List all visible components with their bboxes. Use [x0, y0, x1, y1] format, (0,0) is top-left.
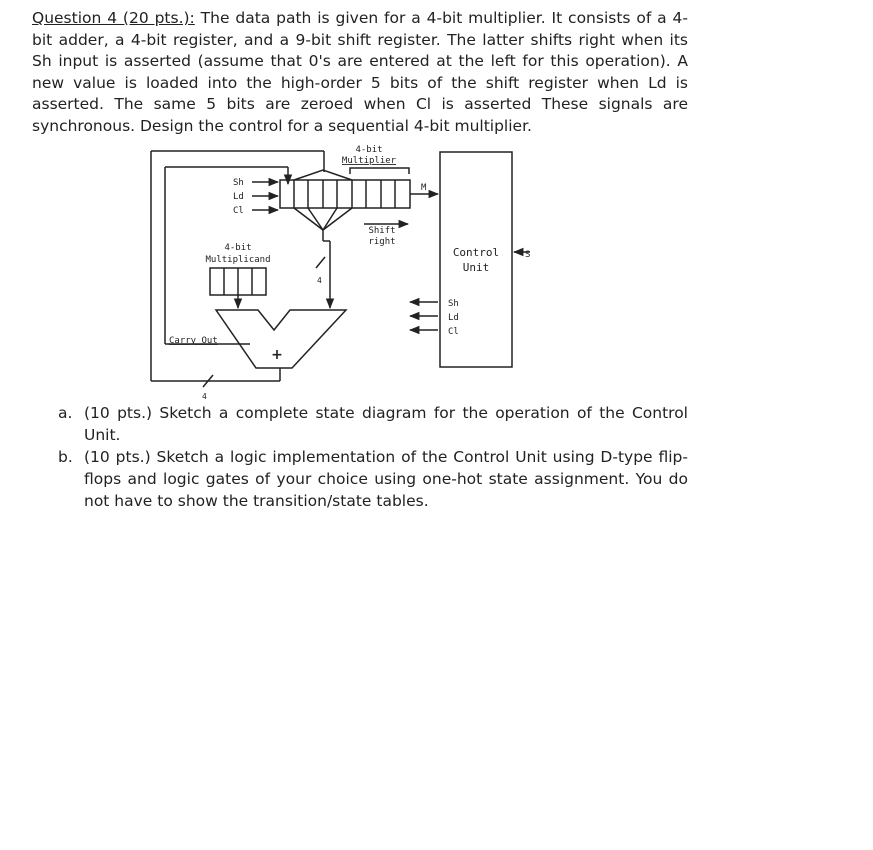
part-b-marker: b. — [58, 448, 73, 466]
control-unit-label-line2: Unit — [462, 261, 490, 274]
carry-out-label: Carry Out — [169, 336, 218, 346]
multiplicand-label-line1: 4-bit — [224, 243, 252, 253]
shift-label-line2: right — [368, 237, 396, 247]
part-a — [58, 402, 688, 446]
m-label: M — [421, 183, 427, 193]
sh-output-label: Sh — [448, 299, 459, 309]
datapath-diagram — [140, 140, 530, 402]
multiplier-label-line1: 4-bit — [355, 145, 383, 155]
sh-input-label: Sh — [233, 178, 244, 188]
part-a-marker: a. — [58, 404, 73, 422]
multiplicand-label-line2: Multiplicand — [205, 255, 271, 265]
multiplier-label-line2: Multiplier — [341, 156, 397, 166]
multiplier-bracket — [350, 168, 409, 174]
sub-questions — [58, 402, 688, 512]
question-heading: Question 4 (20 pts.): — [32, 9, 195, 27]
adder-plus-symbol: + — [271, 347, 283, 363]
register-output-fan — [294, 208, 352, 230]
s-input-label: S — [525, 250, 530, 260]
register-load-fan — [294, 170, 352, 180]
shift-label-line1: Shift — [368, 226, 396, 236]
ld-input-label: Ld — [233, 192, 244, 202]
question-paragraph — [32, 8, 688, 138]
bus-slash-1 — [316, 257, 325, 268]
part-b-text: (10 pts.) Sketch a logic implementation of the Control Unit using D-type flip-flops and logic gates of your choice using one-hot state assignment. You do not have to show the transition/state tables. — [84, 448, 688, 510]
bus-width-label-1: 4 — [317, 276, 322, 285]
question-text: The data path is given for a 4-bit multiplier. It consists of a 4-bit adder, a 4-bit register, and a 9-bit shift register. The latter shifts right when its Sh input is asserted (assume that 0's are entered at the left for this operation). A new value is loaded into the high-order 5 bits of the shift register when Ld is asserted. The same 5 bits are zeroed when Cl is asserted These signals are synchronous. Design the control for a sequential 4-bit multiplier. — [32, 9, 688, 135]
shift-register — [280, 180, 410, 208]
ld-output-label: Ld — [448, 313, 459, 323]
cl-input-label: Cl — [233, 206, 244, 216]
cl-output-label: Cl — [448, 327, 459, 337]
part-a-text: (10 pts.) Sketch a complete state diagram for the operation of the Control Unit. — [84, 404, 688, 444]
control-unit-label-line1: Control — [452, 246, 500, 259]
part-b — [58, 446, 688, 512]
bus-width-label-2: 4 — [202, 392, 207, 401]
